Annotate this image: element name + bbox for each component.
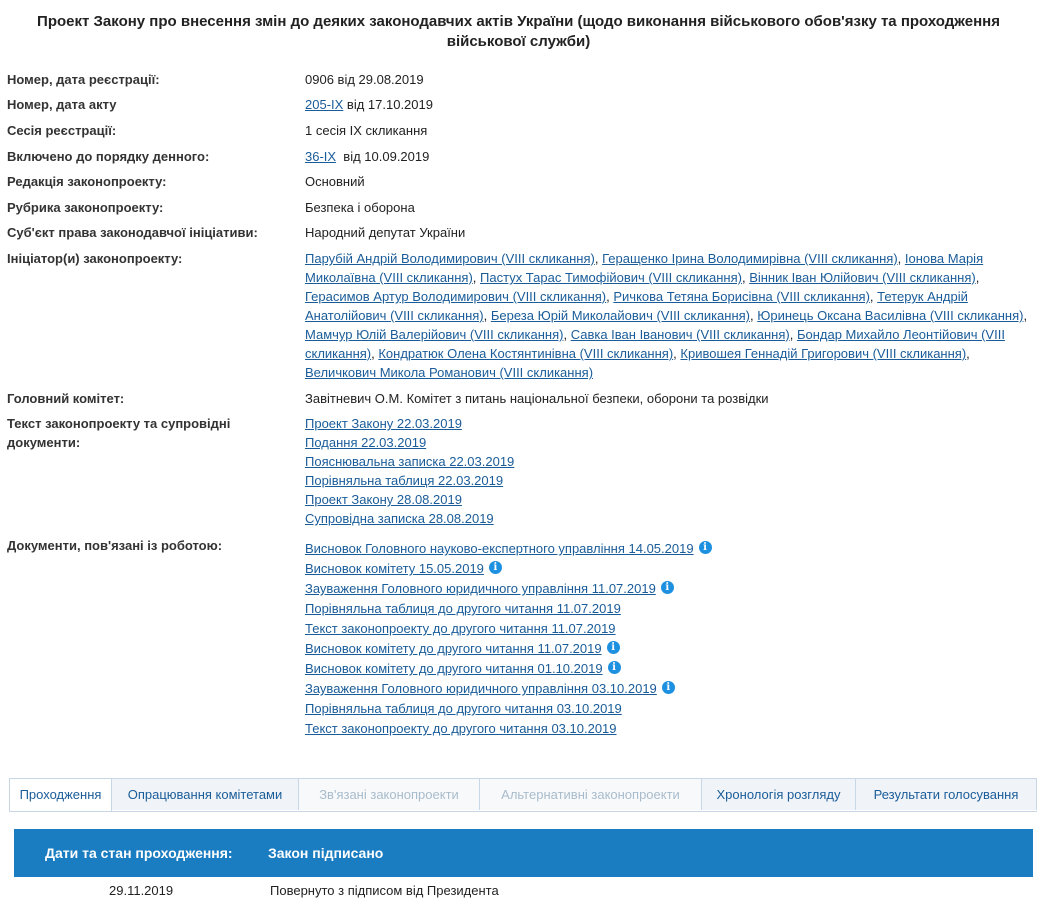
subject-label: Суб'єкт права законодавчої ініціативи:	[7, 225, 258, 240]
related-doc-link[interactable]: Текст законопроекту до другого читання 11.07.2019	[305, 621, 616, 636]
initiator-link[interactable]: Бондар Михайло Леонтійович (VIII скликання)	[305, 327, 1005, 361]
texts-label	[7, 414, 297, 452]
rubric-value: Безпека і оборона	[305, 200, 415, 215]
related-doc-link[interactable]: Висновок комітету до другого читання 01.10.2019	[305, 661, 603, 676]
subject-value: Народний депутат України	[305, 225, 466, 240]
initiator-link[interactable]: Геращенко Ірина Володимирівна (VIII скликання)	[602, 251, 898, 266]
related-doc-link[interactable]: Зауваження Головного юридичного управління 03.10.2019	[305, 681, 657, 696]
stage-panel-header	[14, 829, 1033, 877]
related-doc-link[interactable]: Висновок комітету 15.05.2019	[305, 561, 484, 576]
info-icon[interactable]: i	[699, 541, 712, 554]
registration-label: Номер, дата реєстрації:	[7, 72, 160, 87]
related-doc-link[interactable]: Висновок Головного науково-експертного управління 14.05.2019	[305, 541, 694, 556]
committee-value: Завітневич О.М. Комітет з питань національної безпеки, оборони та розвідки	[305, 391, 769, 406]
related-docs-list	[305, 538, 712, 738]
edition-label: Редакція законопроекту:	[7, 174, 167, 189]
info-icon[interactable]: i	[489, 561, 502, 574]
stage-row	[14, 881, 1033, 901]
act-date: від 17.10.2019	[343, 97, 433, 112]
tab-item[interactable]: Хронологія розгляду	[701, 778, 856, 810]
tab-item[interactable]: Опрацювання комітетами	[111, 778, 299, 810]
initiator-link[interactable]: Іонова Марія Миколаївна (VIII скликання)	[305, 251, 984, 285]
text-doc-link[interactable]: Пояснювальна записка 22.03.2019	[305, 454, 515, 469]
initiators-label: Ініціатор(и) законопроекту:	[7, 251, 183, 266]
registration-value: 0906 від 29.08.2019	[305, 72, 424, 87]
text-doc-item	[305, 433, 514, 452]
initiator-link[interactable]: Парубій Андрій Володимирович (VIII скликання)	[305, 251, 595, 266]
stage-date: 29.11.2019	[109, 883, 174, 898]
text-doc-item	[305, 509, 514, 528]
tab-item: Зв'язані законопроекти	[298, 778, 480, 810]
text-doc-link[interactable]: Подання 22.03.2019	[305, 435, 427, 450]
related-doc-item	[305, 678, 712, 698]
act-value	[305, 95, 433, 114]
tab-item[interactable]: Проходження	[9, 778, 112, 811]
page-title: Проект Закону про внесення змін до деяких законодавчих актів України (щодо виконання військового обов'язку та проходження військової служби)	[37, 13, 1000, 50]
initiator-link[interactable]: Савка Іван Іванович (VIII скликання)	[570, 327, 790, 342]
tab-item[interactable]: Результати голосування	[855, 778, 1037, 810]
related-doc-link[interactable]: Зауваження Головного юридичного управління 11.07.2019	[305, 581, 656, 596]
related-doc-link[interactable]: Текст законопроекту до другого читання 03.10.2019	[305, 721, 617, 736]
info-icon[interactable]: i	[661, 581, 674, 594]
text-doc-link[interactable]: Проект Закону 28.08.2019	[305, 492, 462, 507]
related-doc-item	[305, 658, 712, 678]
initiator-link[interactable]: Ричкова Тетяна Борисівна (VIII скликання)	[613, 289, 870, 304]
initiator-link[interactable]: Величкович Микола Романович (VIII скликання)	[305, 365, 594, 380]
initiator-link[interactable]: Вінник Іван Юлійович (VIII скликання)	[749, 270, 976, 285]
session-label: Сесія реєстрації:	[7, 123, 117, 138]
act-number-link[interactable]: 205-IX	[305, 97, 344, 112]
info-icon[interactable]: i	[662, 681, 675, 694]
text-doc-item	[305, 414, 514, 433]
agenda-date: від 10.09.2019	[336, 149, 430, 164]
initiator-link[interactable]: Юринець Оксана Василівна (VIII скликання)	[757, 308, 1024, 323]
text-doc-link[interactable]: Супровідна записка 28.08.2019	[305, 511, 494, 526]
agenda-label: Включено до порядку денного:	[7, 149, 210, 164]
related-doc-link[interactable]: Висновок комітету до другого читання 11.07.2019	[305, 641, 602, 656]
info-icon[interactable]: i	[608, 661, 621, 674]
related-doc-item	[305, 598, 712, 618]
stage-header-label: Дати та стан проходження:	[45, 845, 233, 861]
texts-label-line2: документи:	[7, 435, 81, 450]
related-doc-item	[305, 698, 712, 718]
initiator-link[interactable]: Мамчур Юлій Валерійович (VIII скликання)	[305, 327, 564, 342]
related-doc-link[interactable]: Порівняльна таблиця до другого читання 03.10.2019	[305, 701, 622, 716]
tab-bar	[9, 778, 1037, 812]
stage-header-status: Закон підписано	[268, 845, 384, 861]
session-value: 1 сесія IX скликання	[305, 123, 428, 138]
initiator-link[interactable]: Герасимов Артур Володимирович (VIII скликання)	[305, 289, 607, 304]
related-label: Документи, пов'язані із роботою:	[7, 538, 223, 553]
initiator-link[interactable]: Кондратюк Олена Костянтинівна (VIII скликання)	[378, 346, 674, 361]
stage-list	[14, 881, 1033, 901]
related-doc-link[interactable]: Порівняльна таблиця до другого читання 11.07.2019	[305, 601, 621, 616]
initiator-link[interactable]: Тетерук Андрій Анатолійович (VIII скликання)	[305, 289, 968, 323]
initiator-link[interactable]: Кривошея Геннадій Григорович (VIII скликання)	[680, 346, 967, 361]
rubric-label: Рубрика законопроекту:	[7, 200, 164, 215]
related-doc-item	[305, 618, 712, 638]
agenda-number-link[interactable]: 36-IX	[305, 149, 337, 164]
related-doc-item	[305, 558, 712, 578]
committee-label: Головний комітет:	[7, 391, 125, 406]
initiators-list: Парубій Андрій Володимирович (VIII скликання), Геращенко Ірина Володимирівна (VIII скликання), Іонова Марія Миколаївна (VIII скликання), Пастух Тарас Тимофійович (VIII скликання), Вінник Іван Юлійович (VIII скликання), Герасимов Артур Володимирович (VIII скликання), Ричкова Тетяна Борисівна (VIII скликання), Тетерук Андрій Анатолійович (VIII скликання), Береза Юрій Миколайович (VIII скликання), Юринець Оксана Василівна (VIII скликання), Мамчур Юлій Валерійович (VIII скликання), Савка Іван Іванович (VIII скликання), Бондар Михайло Леонтійович (VIII скликання), Кондратюк Олена Костянтинівна (VIII скликання), Кривошея Геннадій Григорович (VIII скликання), Величкович Микола Романович (VIII скликання)	[305, 251, 1028, 380]
text-doc-item	[305, 452, 514, 471]
initiator-link[interactable]: Пастух Тарас Тимофійович (VIII скликання)	[480, 270, 742, 285]
texts-label-line1: Текст законопроекту та супровідні	[7, 416, 231, 431]
act-label: Номер, дата акту	[7, 97, 117, 112]
texts-list	[305, 414, 514, 528]
stage-status: Повернуто з підписом від Президента	[270, 883, 499, 898]
info-icon[interactable]: i	[607, 641, 620, 654]
related-doc-item	[305, 718, 712, 738]
related-doc-item	[305, 538, 712, 558]
text-doc-link[interactable]: Проект Закону 22.03.2019	[305, 416, 462, 431]
tab-item: Альтернативні законопроекти	[479, 778, 702, 810]
related-doc-item	[305, 578, 712, 598]
text-doc-item	[305, 471, 514, 490]
edition-value: Основний	[305, 174, 365, 189]
initiator-link[interactable]: Береза Юрій Миколайович (VIII скликання)	[490, 308, 751, 323]
text-doc-item	[305, 490, 514, 509]
agenda-value	[305, 147, 429, 166]
related-doc-item	[305, 638, 712, 658]
text-doc-link[interactable]: Порівняльна таблиця 22.03.2019	[305, 473, 504, 488]
